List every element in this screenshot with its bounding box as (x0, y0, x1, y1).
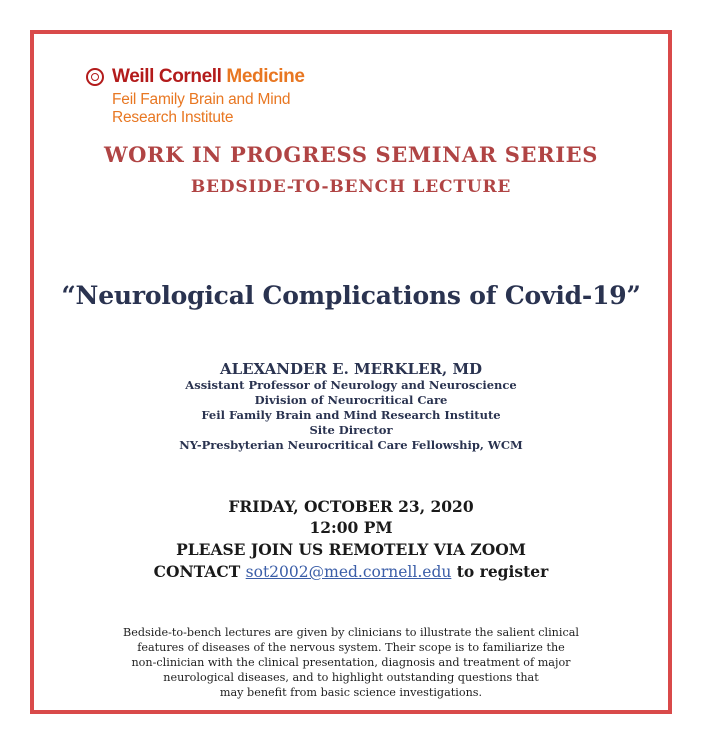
event-date: FRIDAY, OCTOBER 23, 2020 (228, 497, 474, 516)
logo-subtitle-line2: Research Institute (112, 109, 234, 126)
speaker-name: ALEXANDER E. MERKLER, MD (219, 360, 483, 378)
description-line: features of diseases of the nervous system. Their scope is to familiarize the (137, 641, 565, 654)
talk-title: “Neurological Complications of Covid-19” (61, 281, 641, 310)
logo-brand-part1: Weill Cornell (112, 66, 222, 87)
contact-email-link[interactable]: sot2002@med.cornell.edu (245, 563, 452, 581)
description-line: neurological diseases, and to highlight outstanding questions that (163, 671, 539, 684)
event-time: 12:00 PM (309, 518, 393, 537)
logo-brand-part2: Medicine (226, 66, 305, 87)
description-line: non-clinician with the clinical presentation, diagnosis and treatment of major (131, 656, 571, 669)
speaker-credential: Site Director (309, 423, 393, 437)
weill-cornell-logo (86, 66, 366, 128)
description-line: may benefit from basic science investigations. (219, 686, 483, 699)
speaker-credential: Feil Family Brain and Mind Research Institute (201, 408, 501, 422)
lecture-type: BEDSIDE-TO-BENCH LECTURE (190, 177, 512, 197)
event-location: PLEASE JOIN US REMOTELY VIA ZOOM (176, 540, 526, 559)
logo-subtitle-line1: Feil Family Brain and Mind (112, 91, 291, 108)
contact-prefix: CONTACT (153, 562, 246, 581)
logo-wordmark (112, 66, 305, 88)
seminar-series-title: WORK IN PROGRESS SEMINAR SERIES (103, 142, 599, 167)
description-line: Bedside-to-bench lectures are given by clinicians to illustrate the salient clinical (123, 626, 579, 639)
event-contact (30, 562, 672, 581)
speaker-credential: Division of Neurocritical Care (254, 393, 448, 407)
cornell-seal-icon (86, 68, 104, 86)
contact-suffix: to register (451, 562, 549, 581)
speaker-credential: Assistant Professor of Neurology and Neuroscience (185, 378, 517, 392)
speaker-credential: NY-Presbyterian Neurocritical Care Fellowship, WCM (179, 438, 523, 452)
